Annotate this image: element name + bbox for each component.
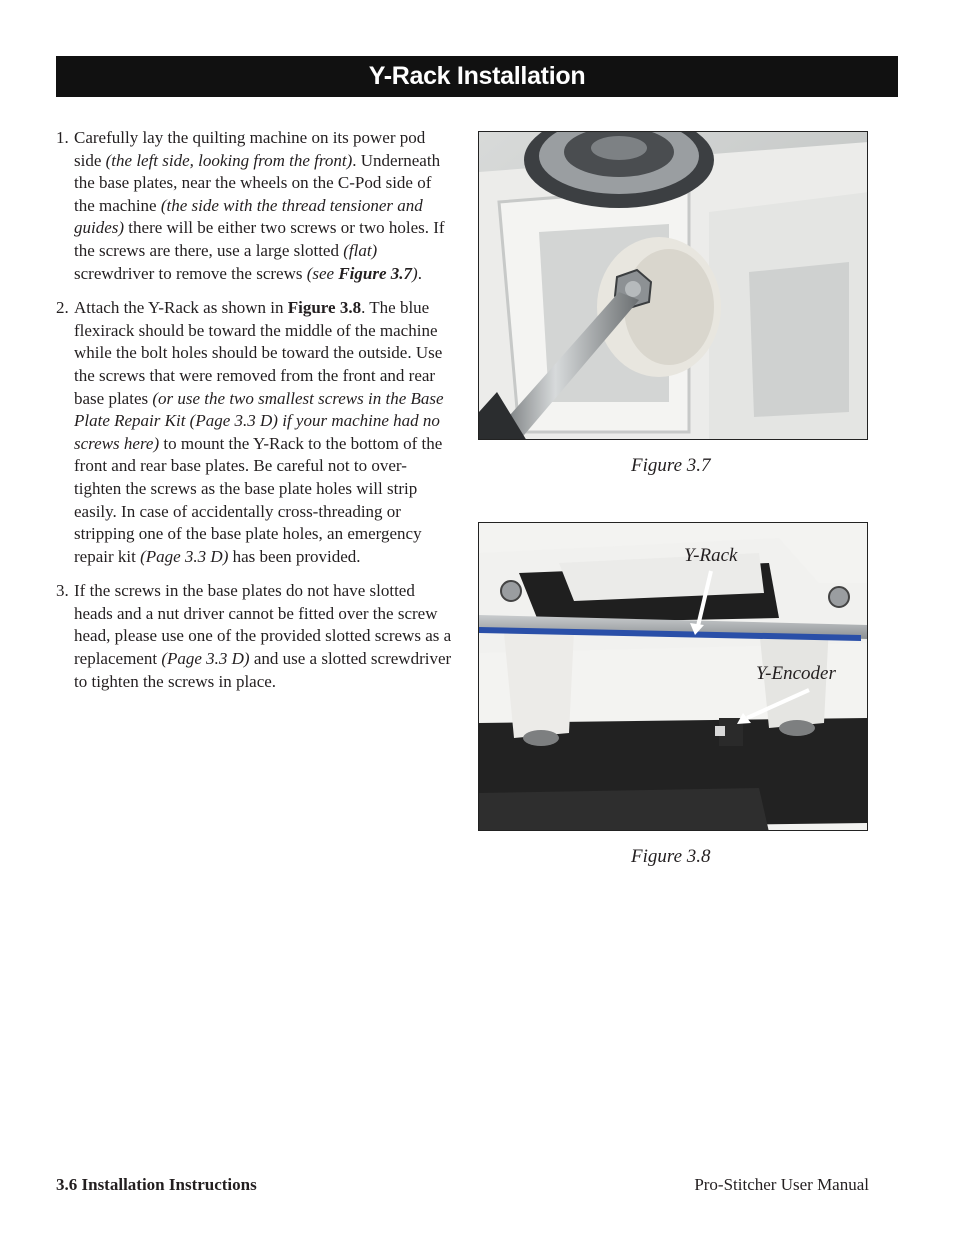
- step-text-run: Attach the Y-Rack as shown in: [74, 298, 288, 318]
- step-text-run: (Page 3.3 D): [161, 649, 250, 669]
- step-text-run: Carefully lay the quilting machine on its power pod side: [74, 128, 426, 170]
- figure-3-8-caption: Figure 3.8: [631, 846, 711, 867]
- step-number: 2.: [56, 298, 69, 318]
- step-text-run: (Page 3.3 D): [140, 546, 229, 566]
- step-text-run: to mount the Y-Rack to the bottom of the front and rear base plates. Be careful not to over-tighten the screws as the base plate holes will strip easily. In case of accidentally cross-threading or stripping one of the base plate holes, an emergency repair kit: [74, 433, 443, 566]
- step-1: [56, 127, 452, 285]
- step-text-run: (see: [306, 263, 339, 283]
- step-text-run: Figure 3.7: [338, 263, 413, 283]
- step-text: [74, 580, 452, 693]
- step-number: 1.: [56, 128, 69, 147]
- step-text-run: Figure 3.8: [287, 298, 362, 318]
- instruction-steps: [56, 127, 452, 705]
- step-number: 3.: [56, 581, 69, 601]
- figure-3-8-photo: [478, 522, 868, 831]
- step-2: [56, 297, 452, 568]
- step-text-run: and use a slotted screwdriver to tighten the screws in place.: [74, 649, 452, 691]
- footer-section-label: 3.6 Installation Instructions: [56, 1175, 257, 1194]
- step-text-run: has been provided.: [228, 546, 361, 566]
- step-text-run: .: [417, 263, 422, 283]
- y-encoder-label: Y-Encoder: [756, 663, 836, 684]
- step-text: [74, 127, 452, 285]
- step-text-run: screwdriver to remove the screws: [74, 263, 307, 283]
- figure-3-7-caption: Figure 3.7: [631, 455, 711, 476]
- step-text: [74, 297, 452, 568]
- page-title: Y-Rack Installation: [56, 56, 898, 97]
- step-text-run: there will be either two screws or two holes. If the screws are there, use a large slotted: [74, 218, 445, 260]
- step-text-run: . Underneath the base plates, near the wheels on the C-Pod side of the machine: [74, 150, 441, 215]
- step-text-run: If the screws in the base plates do not have slotted heads and a nut driver cannot be fitted over the screw head, please use one of the provided slotted screws as a replacement: [74, 581, 452, 669]
- screwdriver-photo-illustration: [479, 132, 868, 440]
- footer-manual-title: Pro-Stitcher User Manual: [694, 1175, 869, 1194]
- step-text-run: (the left side, looking from the front): [105, 150, 353, 170]
- y-rack-photo-illustration: [479, 523, 868, 831]
- step-text-run: (flat): [343, 240, 378, 260]
- step-text-run: (the side with the thread tensioner and guides): [74, 195, 423, 238]
- step-text-run: (or use the two smallest screws in the Base Plate Repair Kit (Page 3.3 D) if your machine had no screws here): [74, 388, 444, 453]
- step-text-run: ): [412, 263, 418, 283]
- step-text-run: . The blue flexirack should be toward the middle of the machine while the bolt holes should be toward the outside. Use the screws that were removed from the front and rear base plates: [74, 298, 443, 408]
- figure-3-7-photo: [478, 131, 868, 440]
- step-3: [56, 580, 452, 693]
- y-rack-label: Y-Rack: [684, 545, 738, 566]
